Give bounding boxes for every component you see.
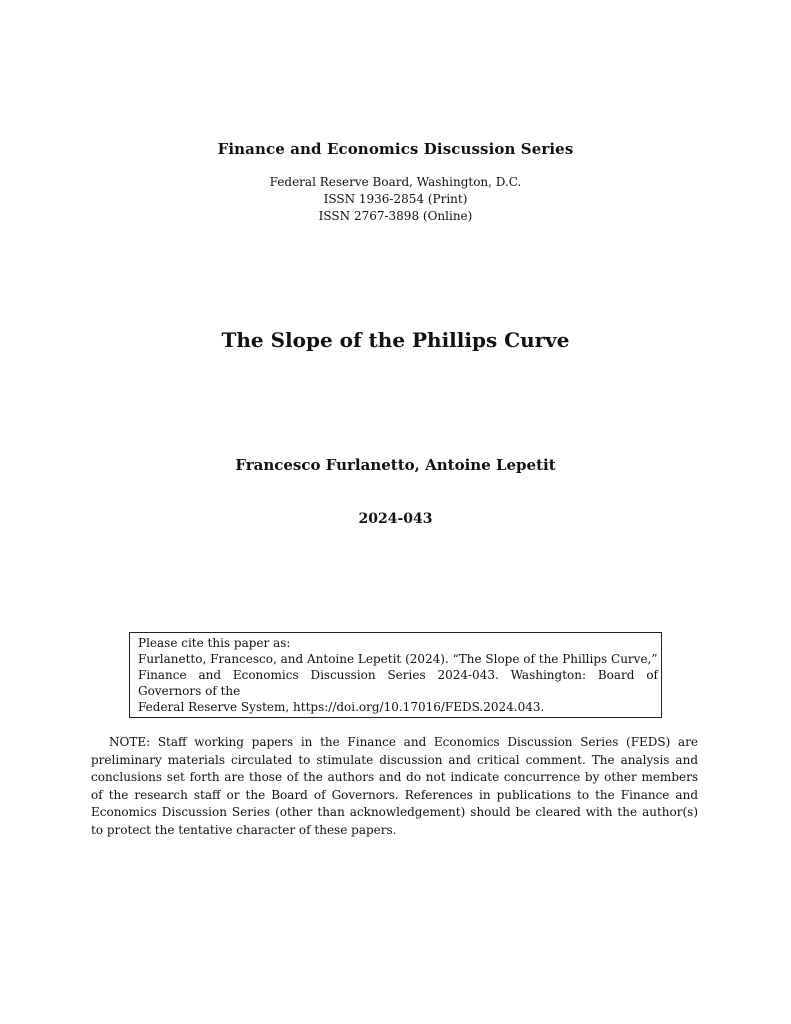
issn-online: ISSN 2767-3898 (Online)	[318, 209, 473, 223]
issn-print: ISSN 1936-2854 (Print)	[323, 192, 468, 206]
series-title: Finance and Economics Discussion Series	[217, 140, 574, 158]
paper-number: 2024-043	[358, 511, 433, 527]
series-info	[0, 174, 791, 225]
publisher-line: Federal Reserve Board, Washington, D.C.	[269, 175, 522, 189]
citation-line: Finance and Economics Discussion Series 2024-043. Washington: Board of Governors of the	[138, 668, 658, 698]
citation-heading: Please cite this paper as:	[138, 636, 291, 650]
disclaimer-note: NOTE: Staff working papers in the Finance and Economics Discussion Series (FEDS) are preliminary materials circulated to stimulate discussion and critical comment. The analysis and conclusions set forth are those of the authors and do not indicate concurrence by other members of the research staff or the Board of Governors. References in publications to the Finance and Economics Discussion Series (other than acknowledgement) should be cleared with the author(s) to protect the tentative character of these papers.	[91, 735, 698, 837]
citation-line: Federal Reserve System, https://doi.org/10.17016/FEDS.2024.043.	[138, 700, 545, 714]
paper-title: The Slope of the Phillips Curve	[221, 328, 570, 352]
citation-box	[129, 632, 662, 718]
paper-authors: Francesco Furlanetto, Antoine Lepetit	[235, 456, 556, 474]
citation-line: Furlanetto, Francesco, and Antoine Lepetit (2024). “The Slope of the Phillips Curve,”	[138, 652, 658, 666]
